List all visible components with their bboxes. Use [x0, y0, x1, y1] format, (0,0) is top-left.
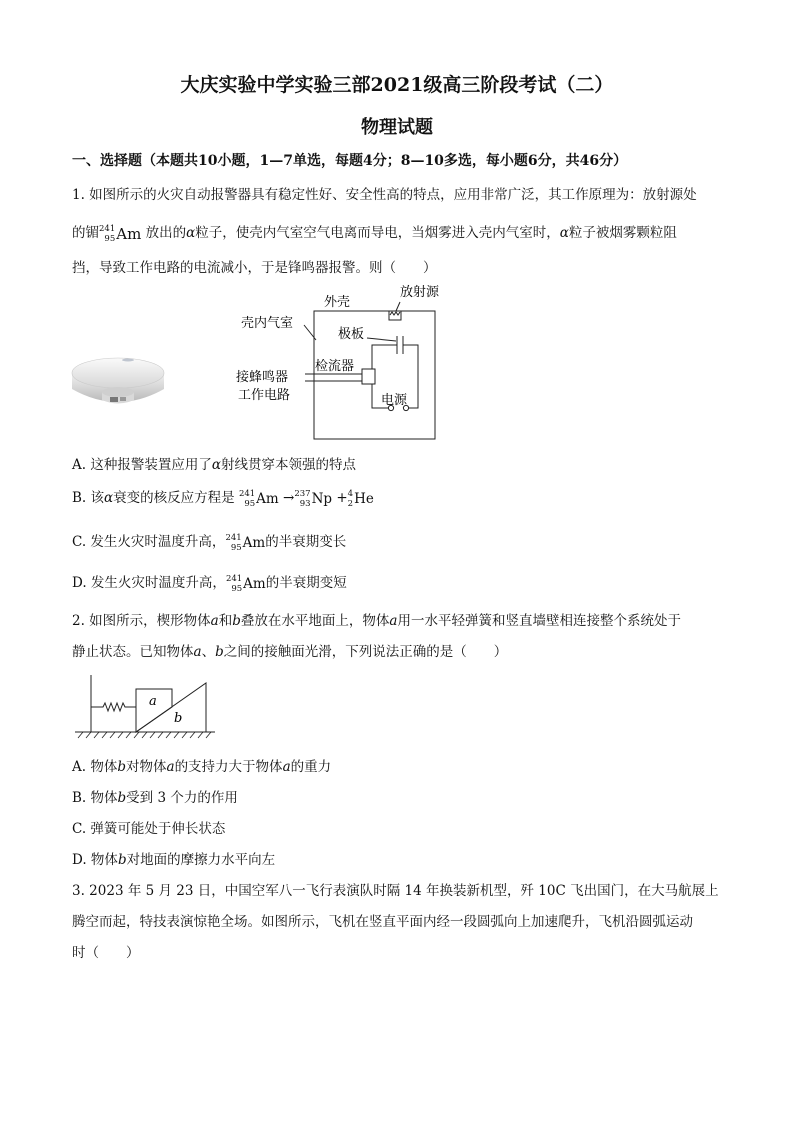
q2-line2 — [72, 640, 507, 660]
q1-line2-b: 放出的 — [145, 225, 187, 241]
nuclide-atomic: 93 — [299, 498, 311, 509]
q2-option-b — [72, 786, 238, 806]
q1-option-d-post: 的半衰期变短 — [265, 575, 347, 591]
q1-line3: 挡，导致工作电路的电流减小，于是锋鸣器报警。则（ ） — [72, 260, 437, 276]
q1-option-a-pre: A. 这种报警装置应用了 — [72, 457, 212, 473]
var-a: a — [282, 759, 291, 775]
var-b: b — [232, 613, 241, 629]
q2-line1-post: 叠放在水平地面上，物体 — [240, 613, 390, 629]
label-shell: 外壳 — [324, 295, 351, 310]
q2-option-a-post: 的重力 — [290, 759, 332, 775]
var-a: a — [389, 613, 398, 629]
nuclide-symbol: He — [354, 490, 374, 507]
q2-option-a-mid2: 的支持力大于物体 — [174, 759, 283, 775]
q1-option-d — [72, 571, 347, 594]
q2-option-a — [72, 755, 331, 775]
var-b: b — [117, 852, 127, 868]
label-buzzer-2: 工作电路 — [238, 388, 291, 403]
nuclide-mass: 241 — [238, 488, 256, 499]
q2-and: 和 — [218, 613, 233, 629]
q1-line2-a: 的镅 — [72, 225, 99, 241]
q1-line1: 1. 如图所示的火灾自动报警器具有稳定性好、安全性高的特点，应用非常广泛，其工作原理为：放射源处 — [72, 187, 697, 203]
q2-option-d — [72, 848, 275, 868]
var-b: b — [215, 644, 224, 660]
q2-option-b-post: 受到 3 个力的作用 — [126, 790, 238, 806]
exam-subtitle: 物理试题 — [361, 117, 433, 138]
alpha-symbol: α — [211, 457, 221, 473]
q1-option-c-pre: C. 发生火灾时温度升高， — [72, 534, 226, 550]
q1-option-c — [72, 530, 346, 553]
label-plate: 极板 — [338, 327, 365, 342]
alpha-symbol: α — [186, 225, 196, 241]
label-a: a — [149, 694, 157, 709]
nuclide-mass: 241 — [225, 532, 242, 543]
label-detector: 检流器 — [315, 359, 355, 374]
q1-option-b-mid: 衰变的核反应方程是 — [113, 490, 235, 506]
nuclide-symbol: Am — [243, 575, 266, 592]
q1-line2-d: 粒子被烟雾颗粒阻 — [568, 225, 677, 241]
q2-option-d-post: 对地面的摩擦力水平向左 — [126, 852, 276, 868]
nuclide-he4 — [348, 489, 374, 509]
q2-line2-pre: 静止状态。已知物体 — [72, 644, 194, 660]
nuclide-symbol: Am — [116, 224, 142, 243]
var-a: a — [210, 613, 219, 629]
q2-option-a-mid: 对物体 — [126, 759, 167, 775]
nuclide-atomic: 2 — [347, 498, 354, 509]
q3-line1: 3. 2023 年 5 月 23 日，中国空军八一飞行表演队时隔 14 年换装新机型，歼 10C 飞出国门，在大马航展上 — [72, 883, 719, 899]
section-heading: 一、选择题（本题共10小题，1—7单选，每题4分；8—10多选，每小题6分，共46分） — [72, 153, 628, 169]
label-source: 放射源 — [400, 285, 440, 300]
q1-option-d-pre: D. 发生火灾时温度升高， — [72, 575, 226, 591]
var-a: a — [193, 644, 202, 660]
label-buzzer-1: 接蜂鸣器 — [236, 370, 289, 385]
q1-option-c-post: 的半衰期变长 — [265, 534, 347, 550]
q2-option-d-pre: D. 物体 — [72, 852, 118, 868]
q1-option-a — [72, 453, 356, 473]
q2-option-b-pre: B. 物体 — [72, 790, 118, 806]
label-b: b — [174, 711, 183, 726]
plus-sign: + — [336, 490, 348, 506]
nuclide-mass: 241 — [99, 223, 116, 234]
nuclide-atomic: 95 — [244, 498, 256, 509]
nuclide-mass: 4 — [347, 488, 354, 499]
q1-option-b — [72, 486, 374, 509]
nuclide-mass: 237 — [294, 488, 311, 499]
q2-line1-post2: 用一水平轻弹簧和竖直墙壁相连接整个系统处于 — [397, 613, 681, 629]
reaction-arrow: → — [283, 490, 295, 506]
nuclide-atomic: 95 — [231, 583, 243, 594]
var-a: a — [166, 759, 175, 775]
exam-title: 大庆实验中学实验三部2021级高三阶段考试（二） — [180, 74, 614, 96]
nuclide-am241 — [239, 489, 279, 509]
q2-line2-post: 之间的接触面光滑，下列说法正确的是（ ） — [223, 644, 508, 660]
label-power: 电源 — [381, 393, 408, 408]
nuclide-am241 — [225, 533, 265, 553]
q1-option-a-post: 射线贯穿本领强的特点 — [220, 457, 356, 473]
q2-option-c: C. 弹簧可能处于伸长状态 — [72, 821, 226, 837]
alpha-symbol: α — [104, 490, 114, 506]
nuclide-np237 — [294, 489, 332, 509]
nuclide-atomic: 95 — [104, 233, 116, 244]
alpha-symbol: α — [559, 225, 569, 241]
q2-line1-pre: 2. 如图所示，楔形物体 — [72, 613, 211, 629]
q2-line1 — [72, 609, 681, 629]
q1-line2 — [72, 221, 677, 244]
nuclide-symbol: Am — [242, 534, 266, 551]
nuclide-atomic: 95 — [230, 542, 242, 553]
nuclide-mass: 241 — [225, 573, 243, 584]
q3-line3: 时（ ） — [72, 945, 140, 961]
q1-line2-c: 粒子，使壳内气室空气电离而导电，当烟雾进入壳内气室时， — [195, 225, 560, 241]
nuclide-am241 — [99, 224, 141, 244]
q3-line2: 腾空而起，特技表演惊艳全场。如图所示，飞机在竖直平面内经一段圆弧向上加速爬升，飞机沿圆弧运动 — [72, 914, 693, 930]
q2-sep: 、 — [201, 644, 216, 660]
smoke-detector-image — [68, 345, 168, 415]
wedge-spring-diagram — [70, 670, 220, 744]
q1-option-b-pre: B. 该 — [72, 490, 105, 506]
var-b: b — [117, 790, 127, 806]
nuclide-symbol: Am — [256, 490, 279, 507]
label-chamber: 壳内气室 — [241, 316, 294, 331]
alarm-circuit-diagram — [230, 280, 450, 445]
var-b: b — [117, 759, 126, 775]
q2-option-a-pre: A. 物体 — [72, 759, 118, 775]
nuclide-am241 — [226, 574, 266, 594]
nuclide-symbol: Np — [311, 490, 333, 507]
